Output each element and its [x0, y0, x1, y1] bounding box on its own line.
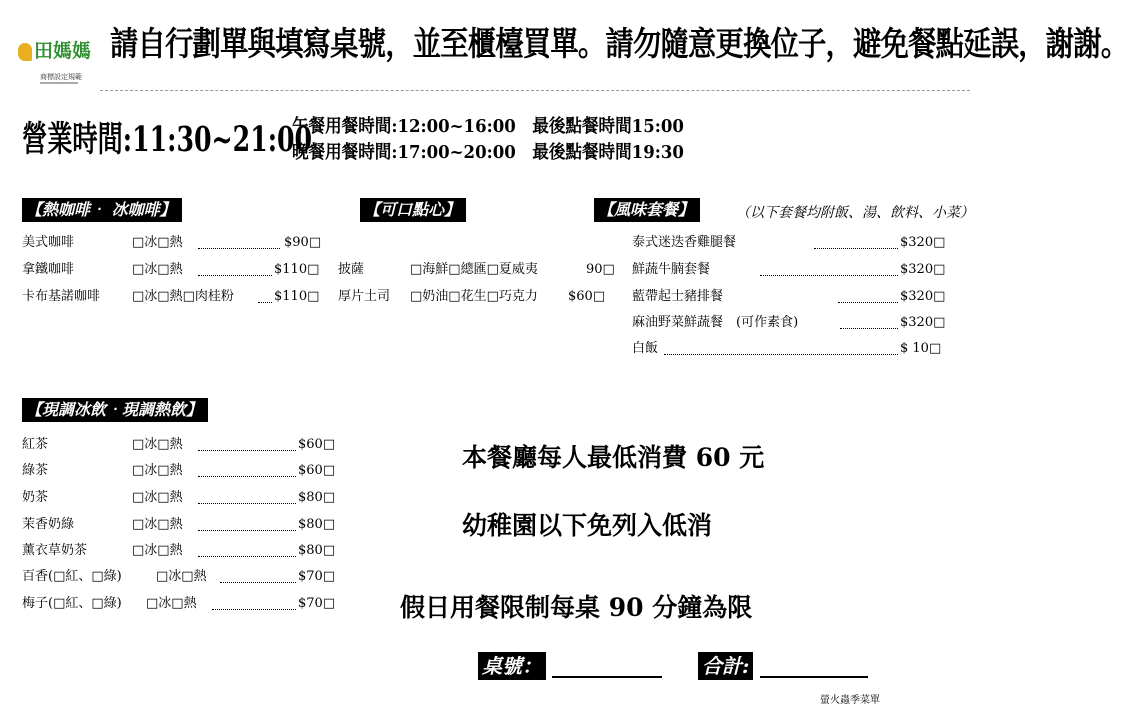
coffee-options[interactable]: □冰□熱: [132, 262, 183, 277]
business-hours: 營業時間:11:30~21:00: [22, 119, 313, 160]
leaf-icon: [18, 43, 32, 61]
menu-signature: 螢火蟲季菜單: [820, 695, 880, 706]
drink-options[interactable]: □冰□熱: [132, 543, 183, 558]
drink-options[interactable]: □冰□熱: [156, 569, 207, 584]
section-coffee-header: 【熱咖啡‧ 冰咖啡】: [22, 198, 182, 222]
list-item: 薰衣草奶茶: [22, 543, 88, 558]
item-price[interactable]: 90□: [586, 262, 615, 277]
policy-min-spend: 本餐廳每人最低消費 60 元: [462, 443, 765, 472]
leader-dots: [198, 556, 296, 557]
list-item: 紅茶: [22, 437, 49, 452]
leader-dots: [760, 275, 898, 276]
list-item: 卡布基諾咖啡: [22, 289, 101, 304]
item-price[interactable]: $320□: [900, 262, 946, 277]
leader-dots: [840, 328, 898, 329]
leader-dots: [212, 609, 296, 610]
leader-dots: [838, 302, 898, 303]
item-price[interactable]: $60□: [298, 437, 336, 452]
item-price[interactable]: $110□: [274, 289, 320, 304]
logo-mark: [18, 36, 91, 63]
list-item: 綠茶: [22, 463, 49, 478]
list-item: 披薩: [338, 262, 365, 277]
notice-banner: 請自行劃單與填寫桌號，並至櫃檯買單。請勿隨意更換位子，避免餐點延誤，謝謝。: [110, 24, 1128, 63]
leader-dots: [220, 582, 296, 583]
table-number-field[interactable]: [552, 676, 662, 678]
logo: [18, 36, 96, 92]
leader-dots: [664, 354, 898, 355]
list-item: 美式咖啡: [22, 235, 75, 250]
coffee-options[interactable]: □冰□熱□肉桂粉: [132, 289, 234, 304]
leader-dots: [198, 450, 296, 451]
list-item: 藍帶起士豬排餐: [632, 289, 724, 304]
total-field[interactable]: [760, 676, 868, 678]
snack-options[interactable]: □海鮮□總匯□夏威夷: [410, 262, 538, 277]
total-label: 合計:: [698, 652, 753, 680]
leader-dots: [814, 248, 898, 249]
policy-kindergarten: 幼稚園以下免列入低消: [462, 511, 713, 540]
list-item: 麻油野菜鮮蔬餐 (可作素食): [632, 315, 799, 330]
item-price[interactable]: $80□: [298, 490, 336, 505]
list-item: 泰式迷迭香雞腿餐: [632, 235, 737, 250]
logo-subtitle: 商標設定規範: [40, 73, 82, 81]
item-price[interactable]: $90□: [284, 235, 322, 250]
logo-brand: 田媽媽: [34, 40, 92, 62]
item-price[interactable]: $320□: [900, 289, 946, 304]
leader-dots: [198, 503, 296, 504]
item-price[interactable]: $320□: [900, 235, 946, 250]
leader-dots: [198, 275, 272, 276]
leader-dots: [198, 248, 280, 249]
drink-options[interactable]: □冰□熱: [132, 437, 183, 452]
leader-dots: [198, 476, 296, 477]
section-set-header: 【風味套餐】: [594, 198, 700, 222]
dinner-hours: 晚餐用餐時間:17:00~20:00 最後點餐時間19:30: [292, 142, 684, 163]
drink-options[interactable]: □冰□熱: [132, 463, 183, 478]
list-item: 茉香奶綠: [22, 517, 75, 532]
drink-options[interactable]: □冰□熱: [146, 596, 197, 611]
list-item: 百香(□紅、□綠): [22, 569, 122, 584]
leader-dots: [258, 302, 272, 303]
logo-divider: [40, 82, 78, 84]
list-item: 奶茶: [22, 490, 49, 505]
section-drinks-header: 【現調冰飲‧現調熱飲】: [22, 398, 208, 422]
policy-holiday: 假日用餐限制每桌 90 分鐘為限: [400, 593, 753, 622]
item-price[interactable]: $60□: [568, 289, 606, 304]
list-item: 白飯: [632, 341, 659, 356]
leader-dots: [198, 530, 296, 531]
coffee-options[interactable]: □冰□熱: [132, 235, 183, 250]
item-price[interactable]: $60□: [298, 463, 336, 478]
section-snack-header: 【可口點心】: [360, 198, 466, 222]
item-price[interactable]: $70□: [298, 569, 336, 584]
item-price[interactable]: $80□: [298, 543, 336, 558]
set-note: （以下套餐均附飯、湯、飲料、小菜）: [736, 205, 974, 221]
item-price[interactable]: $80□: [298, 517, 336, 532]
list-item: 拿鐵咖啡: [22, 262, 75, 277]
header-divider: [100, 90, 970, 91]
lunch-hours: 午餐用餐時間:12:00~16:00 最後點餐時間15:00: [292, 116, 684, 137]
list-item: 鮮蔬牛腩套餐: [632, 262, 711, 277]
item-price[interactable]: $70□: [298, 596, 336, 611]
drink-options[interactable]: □冰□熱: [132, 490, 183, 505]
item-price[interactable]: $320□: [900, 315, 946, 330]
list-item: 厚片土司: [338, 289, 391, 304]
list-item: 梅子(□紅、□綠): [22, 596, 122, 611]
item-price[interactable]: $ 10□: [900, 341, 942, 356]
item-price[interactable]: $110□: [274, 262, 320, 277]
snack-options[interactable]: □奶油□花生□巧克力: [410, 289, 538, 304]
table-number-label: 桌號：: [478, 652, 546, 680]
drink-options[interactable]: □冰□熱: [132, 517, 183, 532]
